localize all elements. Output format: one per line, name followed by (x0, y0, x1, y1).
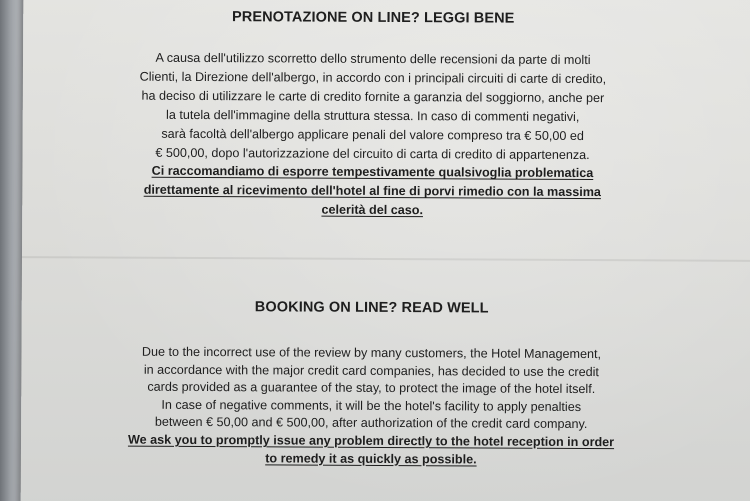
english-line: cards provided as a guarantee of the stay, to protect the image of the hotel itself. (147, 379, 596, 397)
paper-fold (22, 256, 750, 262)
italian-emphasis-line: Ci raccomandiamo di esporre tempestivamente qualsivoglia problematica (151, 164, 594, 181)
italian-heading: PRENOTAZIONE ON LINE? LEGGI BENE (231, 9, 515, 27)
italian-line: la tutela dell'immagine della struttura stessa. In caso di commenti negativi, (166, 107, 580, 124)
english-paragraph (21, 343, 722, 470)
english-line: Due to the incorrect use of the review by many customers, the Hotel Management, (141, 344, 602, 362)
hotel-notice-sheet (21, 0, 750, 501)
italian-line: ha deciso di utilizzare le carte di credito fornite a garanzia del soggiorno, anche per (141, 88, 605, 105)
english-emphasis-line: We ask you to promptly issue any problem directly to the hotel reception in order (127, 432, 615, 450)
italian-emphasis-line: celerità del caso. (321, 202, 424, 218)
italian-line: Clienti, la Direzione dell'albergo, in accordo con i principali circuiti di carte di credito, (139, 69, 607, 87)
english-heading: BOOKING ON LINE? READ WELL (254, 299, 489, 317)
italian-emphasis-line: direttamente al ricevimento dell'hotel al fine di porvi rimedio con la massima (143, 183, 601, 200)
italian-line: A causa dell'utilizzo scorretto dello strumento delle recensioni da parte di molti (155, 50, 591, 68)
english-emphasis-line: to remedy it as quickly as possible. (265, 450, 477, 467)
english-line: In case of negative comments, it will be the hotel's facility to apply penalties (161, 397, 582, 414)
english-line: in accordance with the major credit card companies, has decided to use the credit (143, 362, 599, 379)
italian-line: € 500,00, dopo l'autorizzazione del circuito di carta di credito di appartenenza. (155, 145, 590, 162)
italian-paragraph (22, 48, 723, 222)
english-line: between € 50,00 and € 500,00, after authorization of the credit card company. (154, 415, 588, 432)
italian-line: sarà facoltà dell'albergo applicare penali del valore compreso tra € 50,00 ed (161, 126, 584, 143)
